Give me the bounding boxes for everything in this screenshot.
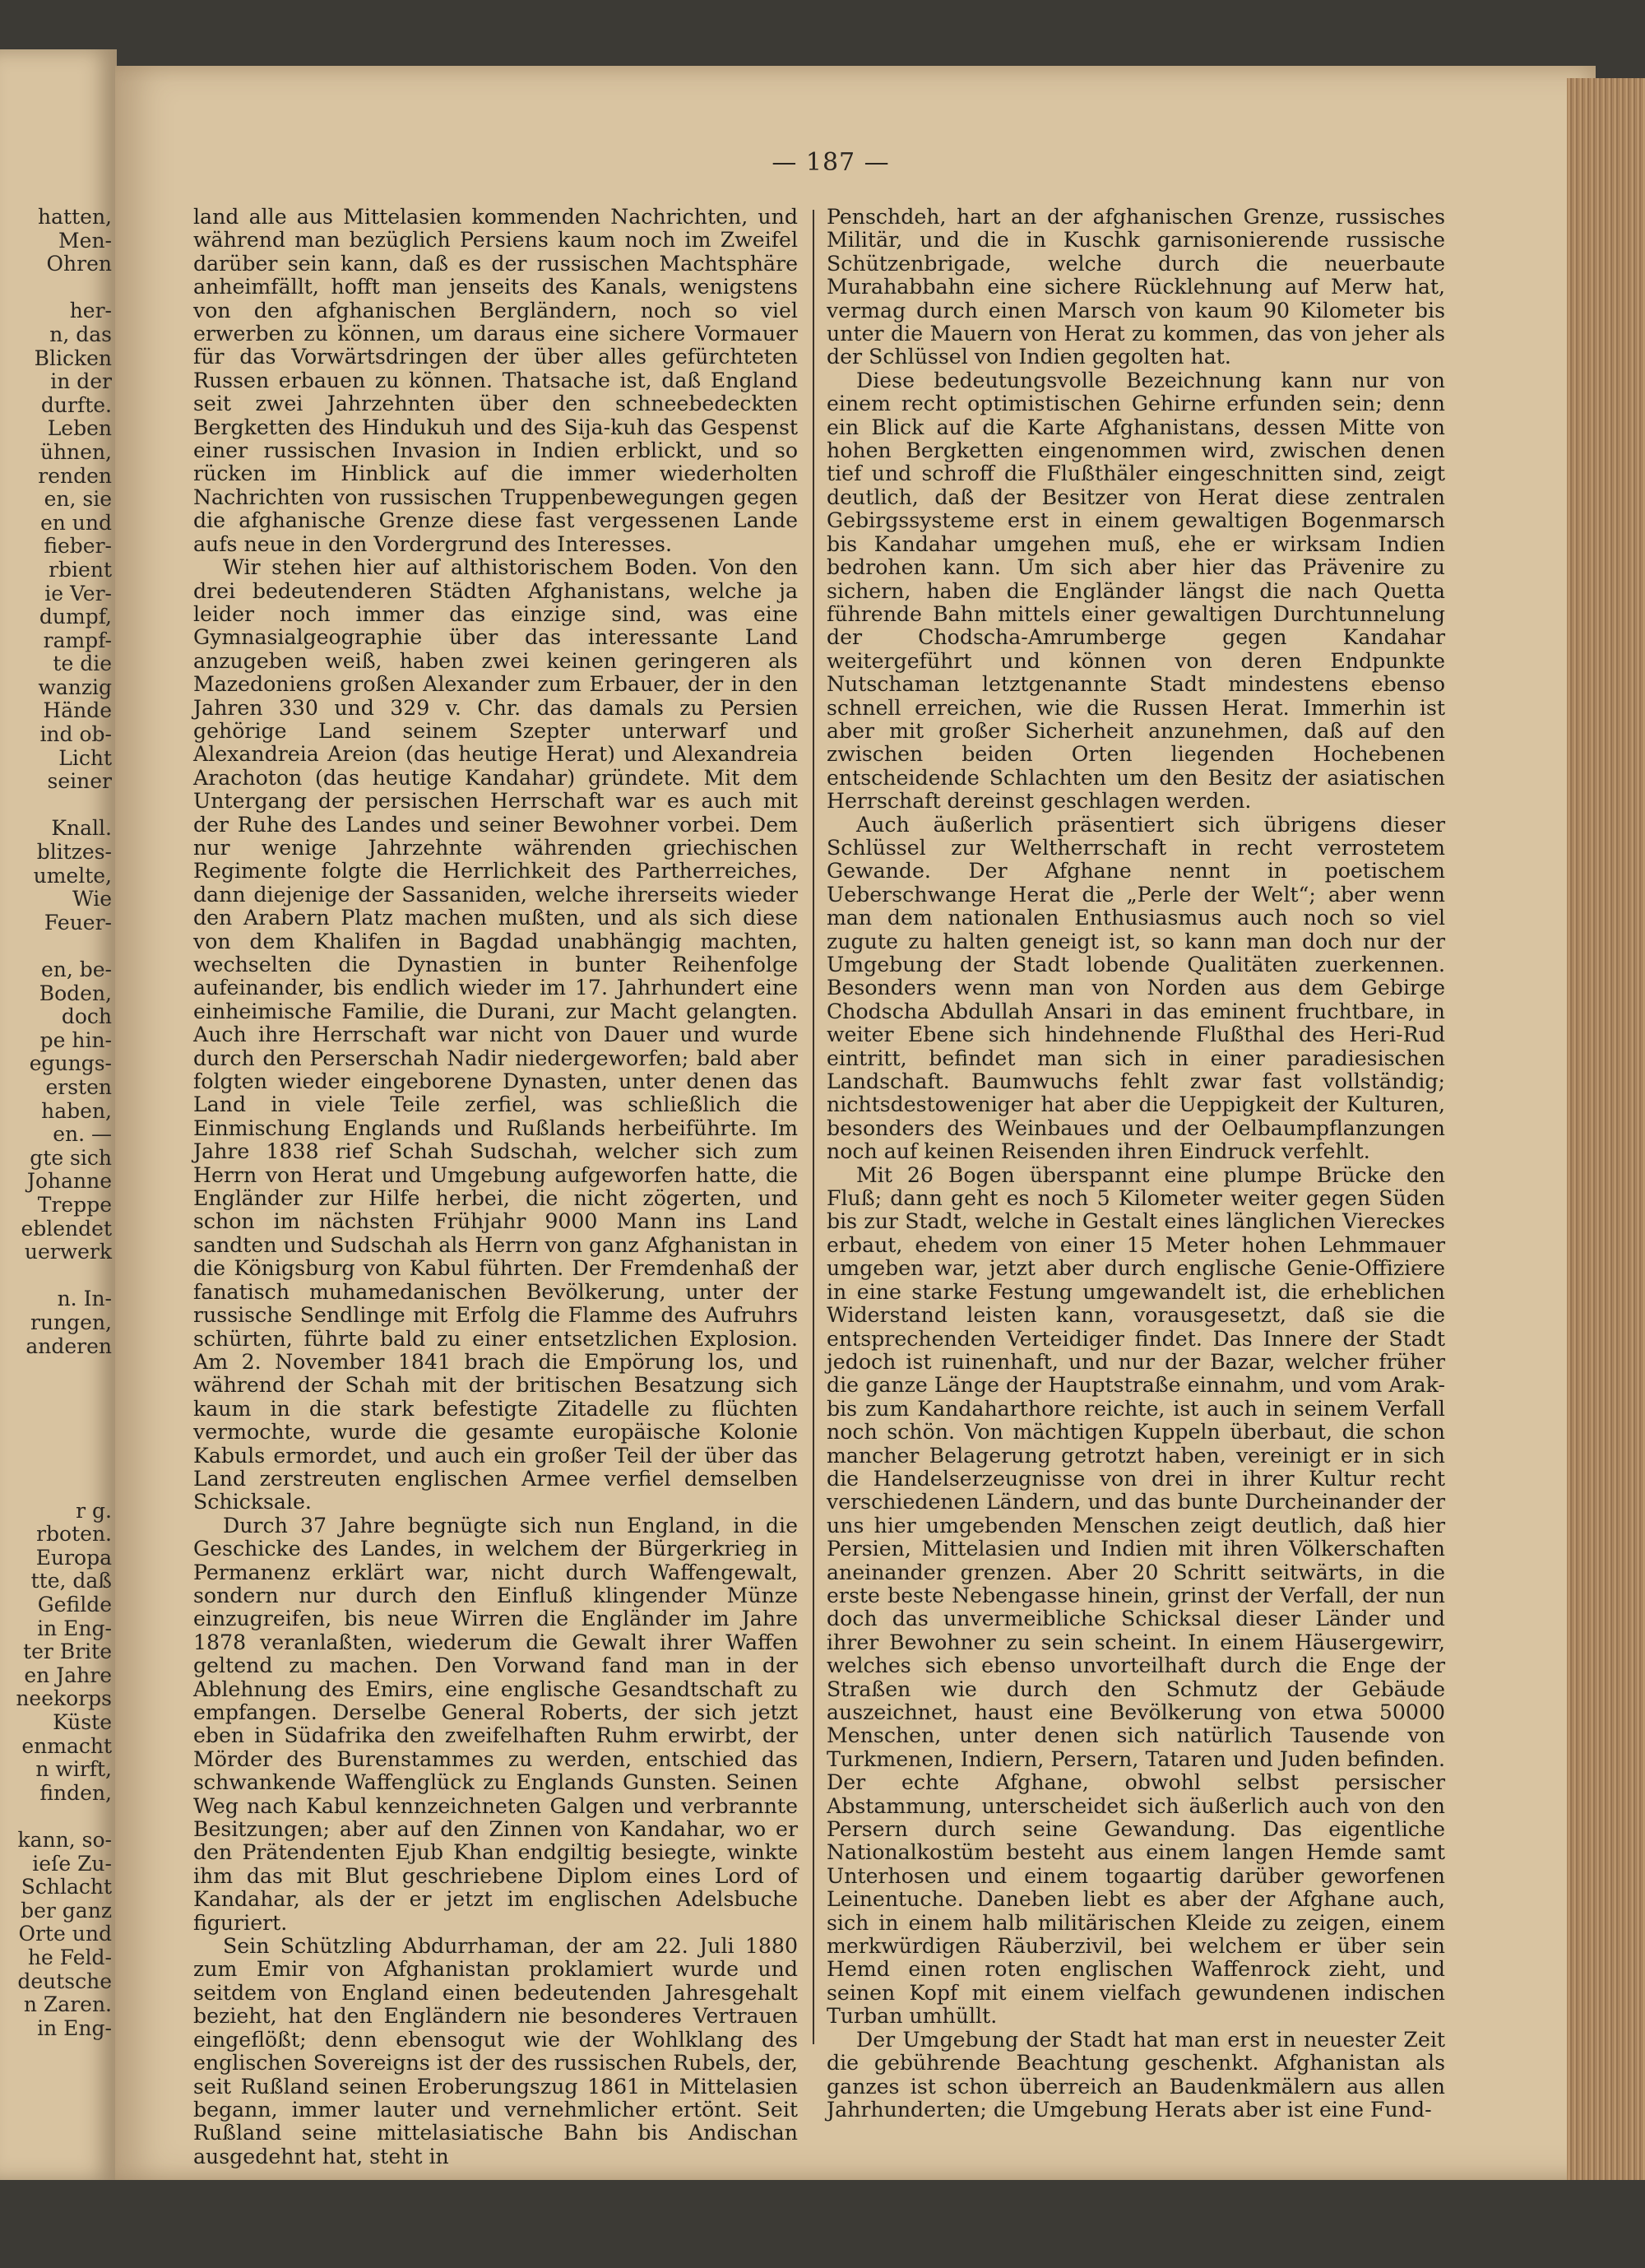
left-page	[0, 49, 117, 2180]
left-page-fragment: rboten.	[36, 1522, 112, 1547]
left-page-fragment: tte, daß	[30, 1569, 112, 1593]
left-page-fragment: in Eng-	[37, 1616, 112, 1640]
left-page-fragment: Gefilde	[37, 1593, 112, 1617]
page-edges	[1567, 78, 1645, 2180]
left-page-fragment	[0, 1405, 112, 1429]
left-page-fragment: enmacht	[21, 1733, 112, 1758]
left-page-fragment: Knall.	[51, 816, 112, 841]
column-divider	[813, 210, 814, 2044]
left-page-fragment: n Zaren.	[23, 1992, 112, 2017]
left-page-fragment: Licht	[58, 745, 112, 770]
left-page-fragment: n, das	[49, 322, 112, 346]
left-page-fragment: r g.	[76, 1498, 112, 1523]
left-page-fragment: rungen,	[30, 1310, 112, 1334]
left-page-fragment: seiner	[47, 769, 112, 794]
left-page-fragment: renden	[38, 463, 112, 488]
left-page-fragment: Treppe	[37, 1192, 112, 1217]
paragraph: Auch äußerlich präsentiert sich übrigens dieser Schlüssel zur Weltherrschaft in recht verrostetem Gewande. Der Afghane nennt in poetischem Ueberschwange Herat die „Perle der Welt“; aber wenn man dem nationalen Enthusiasmus auch noch so viel zugute zu halten geneigt ist, so kann man doch nur der Umgebung der Stadt lobende Qualitäten zuerkennen. Besonders wenn man von Norden aus dem Gebirge Chodscha Abdullah Ansari in das eminent fruchtbare, in weiter Ebene sich hindehnende Flußthal des Heri-Rud eintritt, befindet man sich in einer paradiesischen Landschaft. Baumwuchs fehlt zwar fast vollständig; nichtsdestoweniger hat aber die Ueppigkeit der Kulturen, besonders des Weinbaues und der Oelbaumpflanzungen noch auf keinen Reisenden ihren Eindruck verfehlt.	[827, 812, 1445, 1164]
left-page-fragment: kann, so-	[17, 1827, 112, 1852]
paragraph: Diese bedeutungsvolle Bezeichnung kann nur von einem recht optimistischen Gehirne erfunden sein; denn ein Blick auf die Karte Afghanistans, dessen Mitte von hohen Bergketten eingenommen wird, zwischen denen tief und schroff die Flußthäler eingeschnitten sind, zeigt deutlich, daß der Besitzer von Herat diese zentralen Gebirgssysteme erst in einem gewaltigen Bogenmarsch bis Kandahar umgehen muß, ehe er wirksam Indien bedrohen kann. Um sich aber hier das Prävenire zu sichern, haben die Engländer längst die nach Quetta führende Bahn mittels einer gewaltigen Durchtunnelung der Chodscha-Amrumberge gegen Kandahar weitergeführt und können von deren Endpunkte Nutschaman letztgenannte Stadt mindestens ebenso schnell erreichen, wie die Russen Herat. Immerhin ist aber mit großer Sicherheit anzunehmen, daß auf den zwischen beiden Orten liegenden Hochebenen entscheidende Schlachten um den Besitz der asiatischen Herrschaft dereinst geschlagen werden.	[827, 368, 1445, 814]
left-page-fragment: en, be-	[40, 958, 112, 981]
left-page-fragment: gte sich	[30, 1145, 112, 1170]
paragraph: Mit 26 Bogen überspannt eine plumpe Brücke den Fluß; dann geht es noch 5 Kilometer weiter gegen Süden bis zur Stadt, welche in Gestalt eines länglichen Viereckes erbaut, ehedem von einer 15 Meter hohen Lehmmauer umgeben war, jetzt aber durch englische Genie-Offiziere in eine starke Festung umgewandelt ist, die erheblichen Widerstand leisten kann, vorausgesetzt, daß sie die entsprechenden Verteidiger findet. Das Innere der Stadt jedoch ist ruinenhaft, und nur der Bazar, welcher früher die ganze Länge der Hauptstraße einnahm, und vom Arak- bis zum Kandaharthore reichte, ist auch in seinem Verfall noch schön. Von mächtigen Kuppeln überbaut, die schon mancher Belagerung getrotzt haben, vereinigt er in sich die Handelserzeugnisse von drei in ihrer Kultur recht verschiedenen Ländern, und das bunte Durcheinander der uns hier umgebenden Menschen zeigt deutlich, daß hier Persien, Mittelasien und Indien mit ihren Völkerschaften aneinander grenzen. Aber 20 Schritt seitwärts, in die erste beste Nebengasse hinein, grinst der Verfall, der nun doch das unvermeibliche Schicksal dieser Länder und ihrer Bewohner zu sein scheint. In einem Häusergewirr, welches sich ebenso unvorteilhaft durch die Enge der Straßen wie durch den Schmutz der Gebäude auszeichnet, haust eine Bevölkerung von etwa 50000 Menschen, unter denen sich natürlich Tausende von Turkmenen, Indiern, Persern, Tataren und Juden befinden. Der echte Afghane, obwohl selbst persischer Abstammung, unterscheidet sich äußerlich auch von den Persern durch seine Gewandung. Das eigentliche Nationalkostüm besteht aus einem langen Hemde samt Unterhosen und einem togaartig darüber geworfenen Leinentuche. Daneben liebt es aber der Afghane auch, sich in einem halb militärischen Kleide zu zeigen, einem merkwürdigen Räuberzivil, bei welchem er über sein Hemd einen roten englischen Waffenrock zieht, und seinen Kopf mit einem vielfach gewundenen indischen Turban umhüllt.	[827, 1162, 1445, 2029]
left-page-fragment: wanzig	[38, 675, 112, 699]
left-page-fragment: deutsche	[17, 1969, 112, 1993]
left-page-fragment: en. —	[53, 1122, 112, 1147]
left-page-fragment: ühnen,	[39, 439, 112, 464]
left-page-fragment: hatten,	[38, 205, 112, 229]
left-page-fragment: en, sie	[44, 487, 112, 512]
left-page-fragment: en Jahre	[24, 1663, 112, 1687]
left-page-fragment: dumpf,	[39, 605, 112, 629]
left-page-fragment: haben,	[41, 1098, 112, 1123]
left-page-fragment: Boden,	[39, 981, 112, 1005]
left-page-fragment: rampf-	[43, 628, 112, 652]
left-page-fragment: Johanne	[26, 1169, 112, 1194]
left-page-fragment: finden,	[39, 1780, 112, 1805]
left-page-fragment: in Eng-	[37, 2015, 112, 2040]
left-page-fragment: fieber-	[44, 534, 112, 559]
left-page-fragment	[0, 935, 112, 958]
left-page-fragment: n wirft,	[35, 1757, 112, 1782]
left-page-fragment: in der	[50, 369, 112, 394]
left-page-fragment: umelte,	[33, 863, 112, 888]
left-page-fragment: neekorps	[16, 1686, 112, 1711]
left-page-fragment	[0, 794, 112, 818]
left-page-fragment: rbient	[49, 557, 112, 582]
left-page-fragment: Hände	[43, 698, 112, 723]
left-page-fragment: egungs-	[29, 1051, 112, 1076]
page-number: — 187 —	[772, 148, 890, 177]
paragraph: Sein Schützling Abdurrhaman, der am 22. Juli 1880 zum Emir von Afghanistan proklamiert wurde und seitdem von England einen bedeutenden Jahresgehalt bezieht, hat den Engländern nie besonderes Vertrauen eingeflößt; denn ebensogut wie der Wohlklang des englischen Sovereigns ist der des russischen Rubels, der, seit Rußland seinen Eroberungszug 1861 in Mittelasien begann, immer lauter und vernehmlicher ertönt. Seit Rußland seine mittelasiatische Bahn bis Andischan ausgedehnt hat, steht in	[193, 1934, 798, 2168]
left-page-fragment: Feuer-	[44, 910, 112, 935]
right-text-column	[827, 206, 1445, 2122]
left-page-fragment	[0, 1429, 112, 1453]
left-page-fragment: blitzes-	[36, 840, 112, 865]
left-page-fragment: ie Ver-	[44, 581, 112, 605]
left-page-fragment: Blicken	[34, 346, 112, 370]
left-page-fragment: Schlacht	[21, 1875, 112, 1899]
left-page-fragment: durfte.	[40, 392, 112, 417]
left-page-fragment	[0, 1358, 112, 1382]
left-page-fragment: Men-	[58, 228, 112, 253]
left-page-fragment: pe hin-	[39, 1027, 112, 1052]
left-page-fragment	[0, 276, 112, 300]
left-page-fragment: eblendet	[21, 1216, 112, 1241]
left-page-fragment	[0, 1452, 112, 1476]
left-page-fragment: he Feld-	[27, 1945, 112, 1969]
left-page-fragment	[0, 1805, 112, 1829]
left-page-fragment	[0, 1382, 112, 1406]
left-page-fragment: Küste	[53, 1710, 112, 1734]
left-page-fragment: ber ganz	[21, 1898, 112, 1922]
left-page-fragment	[0, 1476, 112, 1500]
left-page-fragment: Leben	[47, 416, 112, 441]
left-page-fragment: Orte und	[18, 1922, 112, 1946]
left-page-text-fragments	[0, 206, 112, 2040]
paragraph: Penschdeh, hart an der afghanischen Grenze, russisches Militär, und die in Kuschk garnisonierende russische Schützenbrigade, welche durch die neuerbaute Murahabbahn eine sichere Rücklehnung auf Merw hat, vermag durch einen Marsch von kaum 90 Kilometer bis unter die Mauern von Herat zu kommen, das von jeher als der Schlüssel von Indien gegolten hat.	[827, 205, 1445, 369]
left-page-fragment: ind ob-	[39, 722, 112, 747]
left-page-fragment: ter Brite	[23, 1640, 112, 1664]
left-page-fragment: n. In-	[57, 1287, 112, 1311]
left-page-fragment: Ohren	[46, 252, 112, 276]
paragraph: land alle aus Mittelasien kommenden Nachrichten, und während man bezüglich Persiens kaum noch im Zweifel darüber sein kann, daß es der russischen Machtsphäre anheimfällt, hofft man jenseits des Kanals, wenigstens von den afghanischen Bergländern, noch so viel erwerben zu können, um daraus eine sichere Vormauer für das Vorwärtsdringen der über alles gefürchteten Russen erbauen zu können. Thatsache ist, daß England seit zwei Jahrzehnten über den schneebedeckten Bergketten des Hindukuh und des Sija-kuh das Gespenst einer russischen Invasion in Indien erblickt, und so rücken im Hinblick auf die immer wiederholten Nachrichten von russischen Truppenbewegungen gegen die afghanische Grenze diese fast vergessenen Lande aufs neue in den Vordergrund des Interesses.	[193, 205, 798, 556]
left-page-fragment: uerwerk	[24, 1240, 112, 1264]
left-page-fragment: Wie	[72, 887, 112, 911]
left-page-fragment: anderen	[25, 1333, 112, 1358]
left-page-fragment	[0, 1264, 112, 1288]
paragraph: Der Umgebung der Stadt hat man erst in neuester Zeit die gebührende Beachtung geschenkt. Afghanistan als ganzes ist schon überreich an Baudenkmälern aus allen Jahrhunderten; die Umgebung Herats aber ist eine Fund-	[827, 2027, 1445, 2122]
paragraph: Durch 37 Jahre begnügte sich nun England, in die Geschicke des Landes, in welchem der Bürgerkrieg in Permanenz erklärt war, nicht durch Waffengewalt, sondern nur durch den Einfluß klingender Münze einzugreifen, bis neue Wirren die Engländer im Jahre 1878 veranlaßten, wiederum die Gewalt ihrer Waffen geltend zu machen. Den Vorwand fand man in der Ablehnung des Emirs, eine englische Gesandtschaft zu empfangen. Derselbe General Roberts, der sich jetzt eben in Südafrika den zweifelhaften Ruhm erwirbt, der Mörder des Burenstammes zu werden, entschied das schwankende Waffenglück zu Englands Gunsten. Seinen Weg nach Kabul kennzeichneten Galgen und verbrannte Besitzungen; aber auf den Zinnen von Kandahar, wo er den Prätendenten Ejub Khan endgiltig besiegte, winkte ihm das mit Blut geschriebene Diplom eines Lord of Kandahar, als der er jetzt im englischen Adelsbuche figuriert.	[193, 1513, 798, 1935]
left-page-fragment: ersten	[45, 1074, 112, 1099]
left-text-column	[193, 206, 798, 2168]
left-page-fragment: doch	[61, 1004, 112, 1029]
left-page-fragment: en und	[39, 510, 112, 535]
left-page-fragment: Europa	[35, 1545, 112, 1570]
paragraph: Wir stehen hier auf althistorischem Boden. Von den drei bedeutenderen Städten Afghanistans, welche ja leider noch immer das einzige sind, was eine Gymnasialgeographie über das interessante Land anzugeben weiß, haben zwei keinen geringeren als Mazedoniens großen Alexander zum Erbauer, der in den Jahren 330 und 329 v. Chr. das damals zu Persien gehörige Land seinem Szepter unterwarf und Alexandreia Areion (das heutige Herat) und Alexandreia Arachoton (das heutige Kandahar) gründete. Mit dem Untergang der persischen Herrschaft war es auch mit der Ruhe des Landes und seiner Bewohner vorbei. Dem nur wenige Jahrzehnte währenden griechischen Regimente folgte die Herrlichkeit des Partherreiches, dann diejenige der Sassaniden, welche ihrerseits wieder den Arabern Platz machen mußten, und als sich diese von dem Khalifen in Bagdad unabhängig machten, wechselten die Dynastien in bunter Reihenfolge aufeinander, bis endlich wieder im 17. Jahrhundert eine einheimische Familie, die Durani, zur Macht gelangten. Auch ihre Herrschaft war nicht von Dauer und wurde durch den Perserschah Nadir niedergeworfen; bald aber folgten wieder eingeborene Dynasten, unter denen das Land in viele Teile zerfiel, was schließlich die Einmischung Englands und Rußlands herbeiführte. Im Jahre 1838 rief Schah Sudschah, welcher sich zum Herrn von Herat und Umgebung aufgeworfen hatte, die Engländer zur Hilfe herbei, die nicht zögerten, und schon im nächsten Frühjahr 9000 Mann ins Land sandten und Sudschah als Herrn von ganz Afghanistan in die Königsburg von Kabul führten. Der Fremdenhaß der fanatisch muhamedanischen Bevölkerung, unter der russische Sendlinge mit Erfolg die Flamme des Aufruhrs schürten, führte bald zu einer entsetzlichen Explosion. Am 2. November 1841 brach die Empörung los, und während der Schah mit der britischen Besatzung sich kaum in die stark befestigte Zitadelle zu flüchten vermochte, wurde die gesamte europäische Kolonie Kabuls ermordet, und auch ein großer Teil der über das Land zerstreuten englischen Armee verfiel demselben Schicksale.	[193, 555, 798, 1514]
left-page-fragment: ieſe Zu-	[32, 1851, 112, 1876]
left-page-fragment: her-	[69, 299, 112, 323]
left-page-fragment: te die	[53, 652, 112, 676]
